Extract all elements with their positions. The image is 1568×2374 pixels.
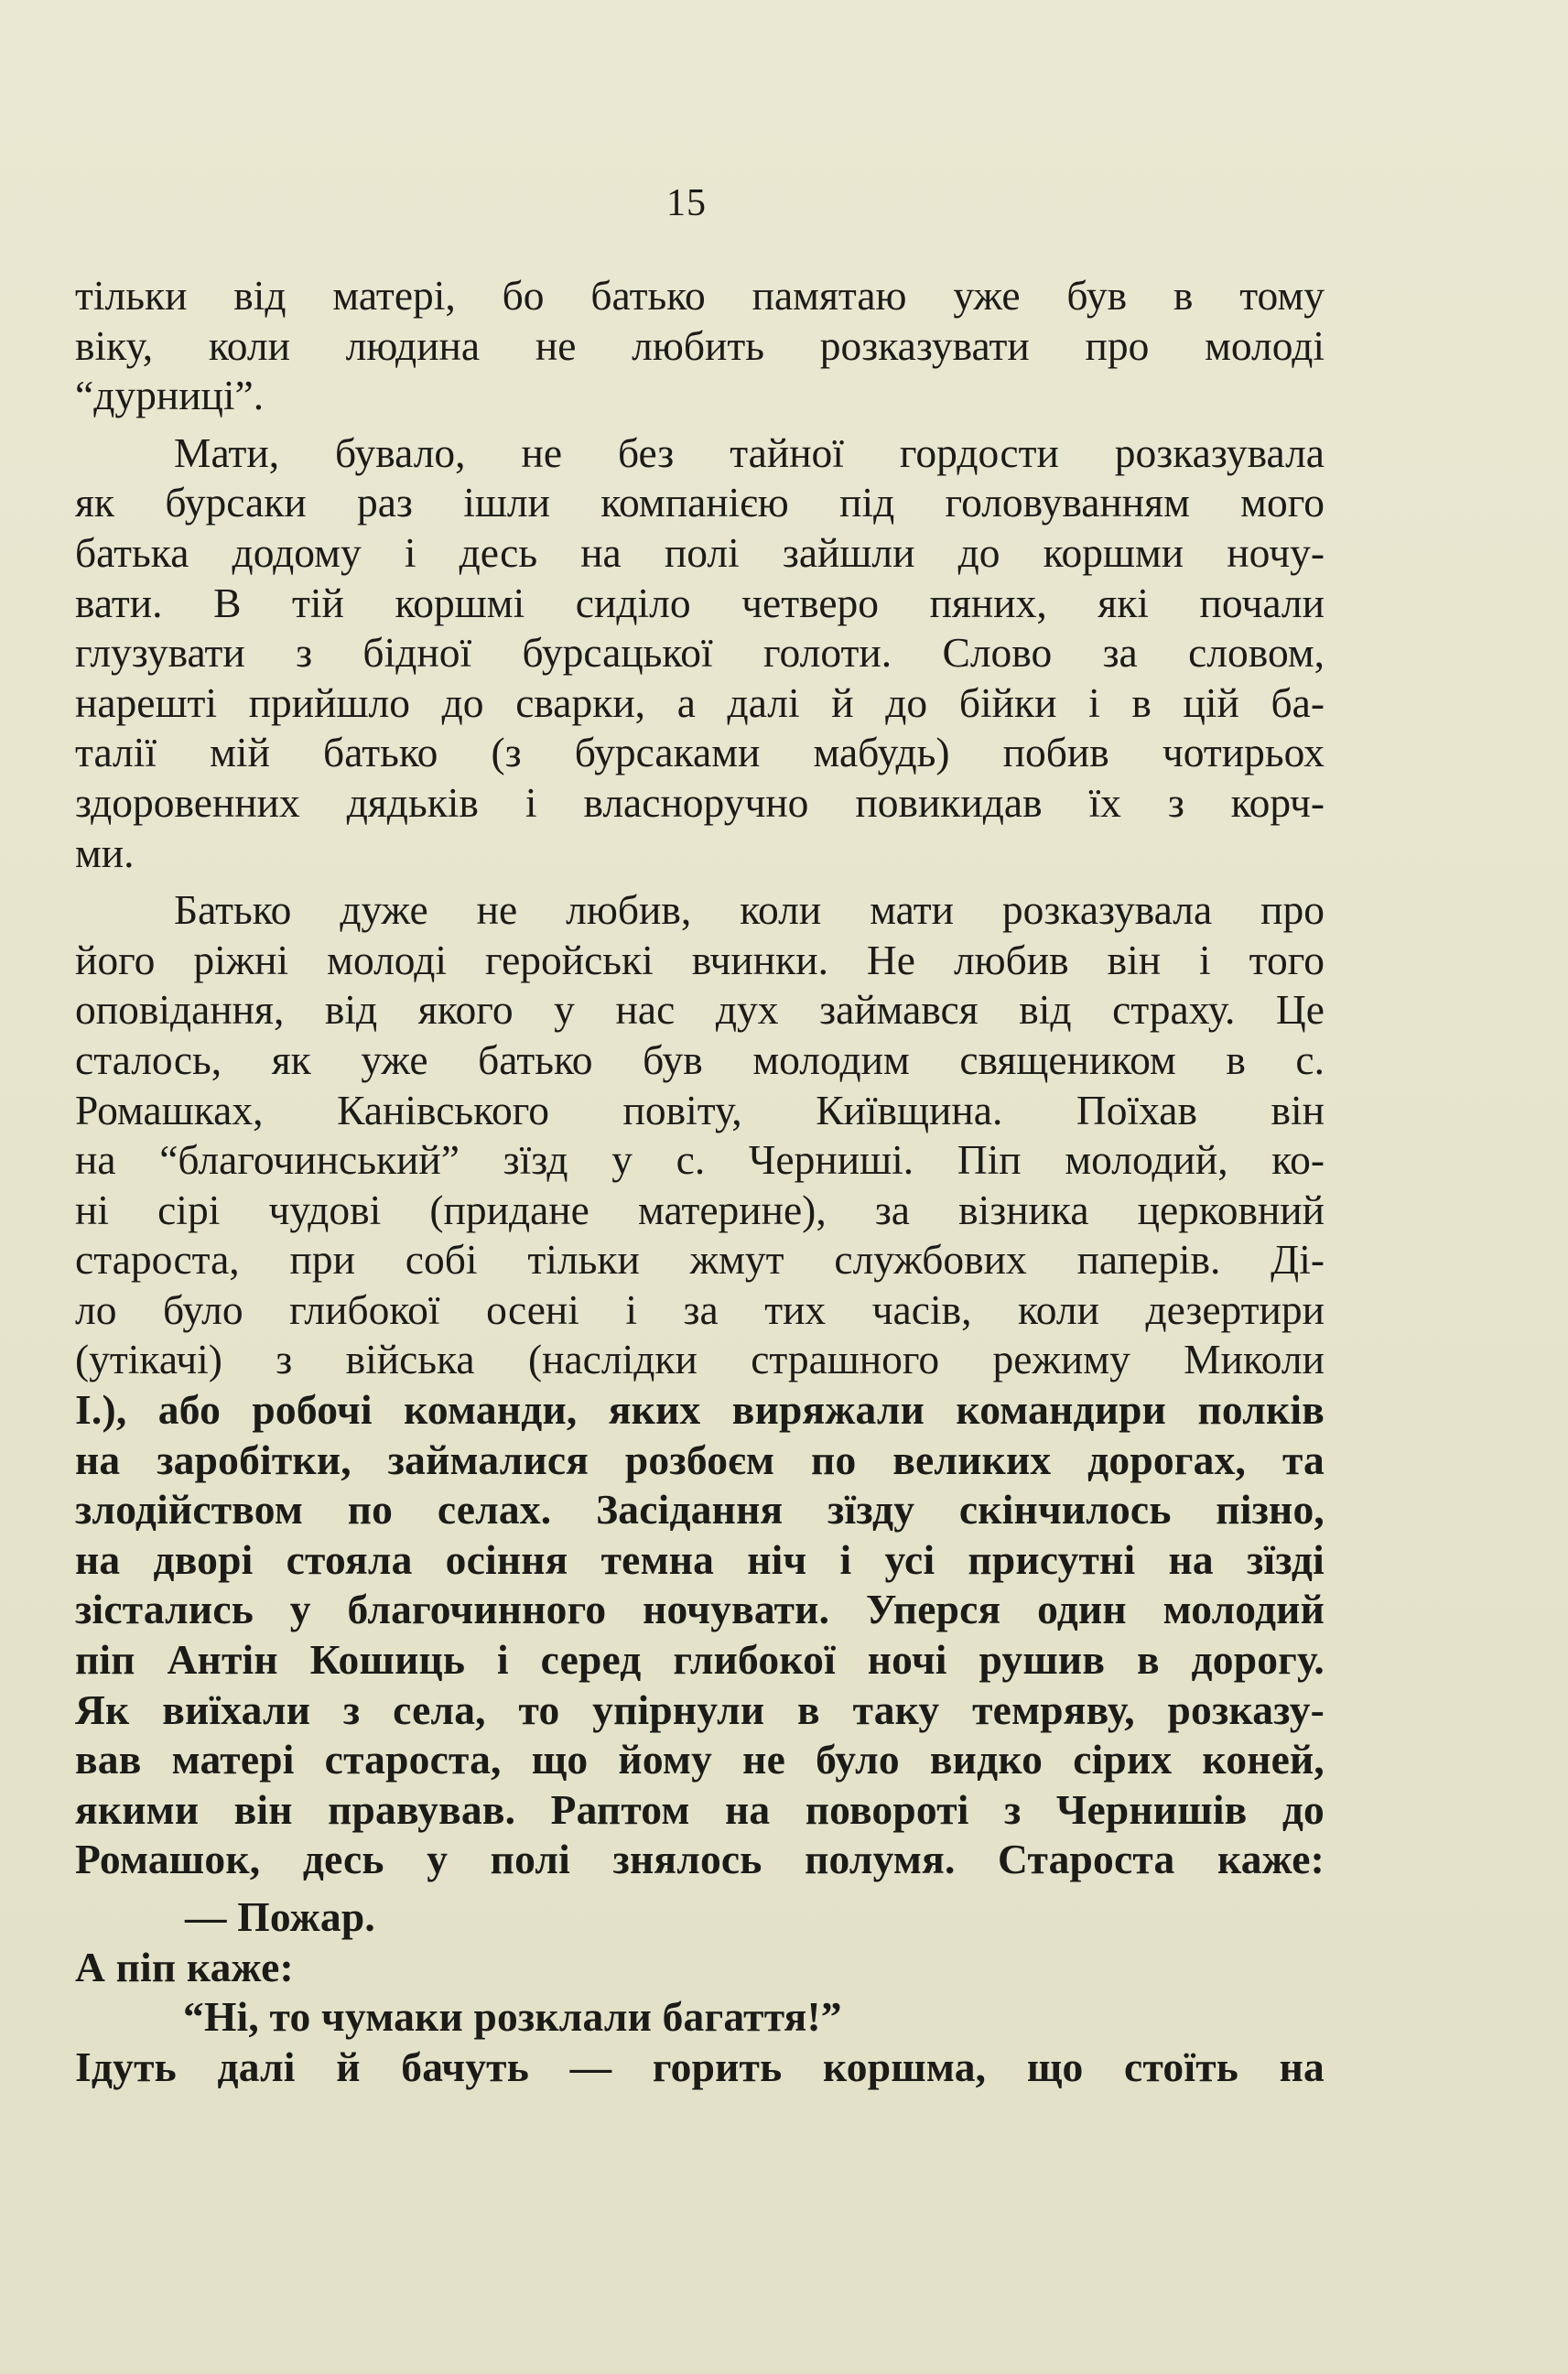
text-line: глузувати з бідної бурсацької голоти. Слово за словом, [75, 629, 1325, 677]
text-line: на заробітки, займалися розбоєм по великих дорогах, та [75, 1436, 1325, 1483]
text-line: (утікачі) з війська (наслідки страшного режиму Миколи [75, 1336, 1325, 1383]
text-line: Батько дуже не любив, коли мати розказувала про [174, 886, 1325, 934]
dialogue-line: — Пожар. [185, 1893, 375, 1940]
dialogue-block [75, 1892, 1325, 2092]
paragraph-3 [75, 885, 1325, 1885]
dialogue-line: А піп каже: [75, 1943, 294, 1990]
text-line: Як виїхали з села, то упірнули в таку темряву, розказу- [75, 1686, 1325, 1733]
dialogue-line: “Ні, то чумаки розклали багаття!” [183, 1993, 842, 2041]
dialogue-line: Ідуть далі й бачуть — горить коршма, що стоїть на [75, 2043, 1325, 2090]
text-line: віку, коли людина не любить розказувати про молоді [75, 321, 1325, 369]
text-line: сталось, як уже батько був молодим священиком в с. [75, 1035, 1325, 1083]
paragraph-2 [75, 428, 1325, 878]
text-line: Ромашках, Канівського повіту, Київщина. Поїхав він [75, 1086, 1325, 1133]
text-line: злодійством по селах. Засідання зїзду скінчилось пізно, [75, 1486, 1325, 1534]
text-line: здоровенних дядьків і власноручно повикидав їх з корч- [75, 778, 1325, 826]
text-line: батька додому і десь на полі зайшли до коршми ночу- [75, 528, 1325, 576]
text-line: ми. [75, 829, 135, 876]
text-line: талії мій батько (з бурсаками мабудь) побив чотирьох [75, 729, 1325, 776]
paragraph-1 [75, 271, 1325, 421]
text-line: оповідання, від якого у нас дух займався від страху. Це [75, 986, 1325, 1034]
text-line: староста, при собі тільки жмут службових паперів. Ді- [75, 1236, 1325, 1284]
text-line: вав матері староста, що йому не було видко сірих коней, [75, 1736, 1325, 1783]
text-line: ло було глибокої осені і за тих часів, коли дезертири [75, 1285, 1325, 1333]
text-line: на дворі стояла осіння темна ніч і усі присутні на зїзді [75, 1535, 1325, 1583]
text-line: І.), або робочі команди, яких виряжали командири полків [75, 1386, 1325, 1434]
text-line: його ріжні молоді геройські вчинки. Не любив він і того [75, 936, 1325, 983]
page-number: 15 [666, 182, 707, 224]
text-line: Мати, бувало, не без тайної гордости розказувала [174, 428, 1325, 476]
text-line: Ромашок, десь у полі знялось полумя. Староста каже: [75, 1836, 1325, 1883]
text-line: як бурсаки раз ішли компанією під головуванням мого [75, 479, 1325, 526]
text-line: вати. В тій коршмі сиділо четверо пяних, які почали [75, 579, 1325, 626]
text-line: зістались у благочинного ночувати. Уперся один молодий [75, 1586, 1325, 1633]
text-line: ні сірі чудові (придане материне), за візника церковний [75, 1186, 1325, 1233]
text-line: “дурниці”. [75, 372, 265, 419]
text-line: на “благочинський” зїзд у с. Черниші. Піп молодий, ко- [75, 1136, 1325, 1184]
text-line: якими він правував. Раптом на повороті з Чернишів до [75, 1785, 1325, 1833]
text-line: тільки від матері, бо батько памятаю уже був в тому [75, 272, 1325, 319]
text-line: піп Антін Кошиць і серед глибокої ночі рушив в дорогу. [75, 1636, 1325, 1684]
text-line: нарешті прийшло до сварки, а далі й до бійки і в цій ба- [75, 678, 1325, 726]
text-body [75, 271, 1325, 2092]
